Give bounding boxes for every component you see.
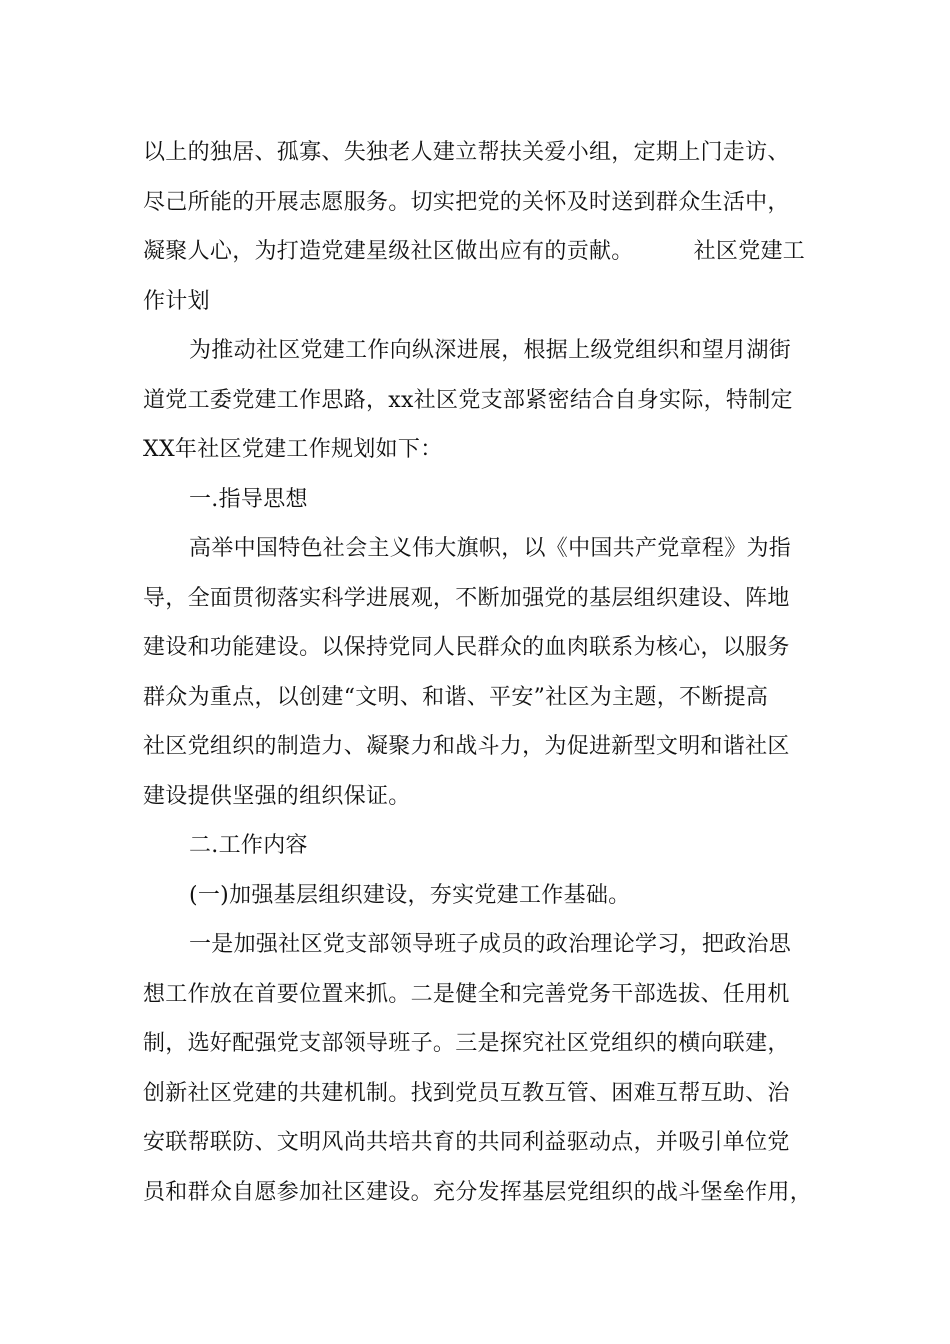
line-text: 员和群众自愿参加社区建设。充分发挥基层党组织的战斗堡垒作用， [143, 1179, 813, 1205]
line-text: 为推动社区党建工作向纵深进展，根据上级党组织和望月湖街 [189, 338, 792, 363]
inline-section-title: 社区党建工 [693, 239, 806, 264]
line-text: 建设提供坚强的组织保证。 [143, 783, 411, 809]
line-text: 一是加强社区党支部领导班子成员的政治理论学习，把政治思 [189, 932, 792, 957]
text-line-14 [143, 772, 823, 822]
line-text: 高举中国特色社会主义伟大旗帜，以《中国共产党章程》为指 [189, 536, 792, 561]
text-line-22 [143, 1168, 823, 1218]
text-line-21 [143, 1118, 823, 1168]
text-line-7 [143, 425, 823, 475]
line-text: 制，选好配强党支部领导班子。三是探究社区党组织的横向联建， [143, 1031, 790, 1056]
text-line-10 [143, 574, 823, 624]
text-line-3 [143, 227, 823, 277]
text-line-4 [143, 277, 823, 327]
line-text: 想工作放在首要位置来抓。二是健全和完善党务干部选拔、任用机 [143, 981, 790, 1007]
subsection-heading-1 [143, 871, 823, 921]
line-text: 安联帮联防、文明风尚共培共育的共同利益驱动点，并吸引单位党 [143, 1130, 790, 1155]
line-text: 导，全面贯彻落实科学进展观，不断加强党的基层组织建设、阵地 [143, 585, 790, 611]
line-text: 建设和功能建设。以保持党同人民群众的血肉联系为核心，以服务 [143, 635, 790, 660]
line-text: 以上的独居、孤寡、失独老人建立帮扶关爱小组，定期上门走访、 [143, 140, 790, 165]
text-line-19 [143, 1019, 823, 1069]
line-text: 道党工委党建工作思路，xx社区党支部紧密结合自身实际，特制定 [143, 387, 793, 413]
text-line-6 [143, 376, 823, 426]
line-text: 二.工作内容 [189, 833, 308, 858]
line-text: 作计划 [143, 288, 210, 314]
text-line-5 [143, 326, 823, 376]
line-text: (一)加强基层组织建设，夯实党建工作基础。 [189, 882, 631, 908]
text-line-11 [143, 623, 823, 673]
document-body [143, 128, 823, 1217]
text-line-12 [143, 673, 823, 723]
text-line-1 [143, 128, 823, 178]
line-text: 凝聚人心，为打造党建星级社区做出应有的贡献。 [143, 239, 634, 264]
line-text: 创新社区党建的共建机制。找到党员互教互管、困难互帮互助、治 [143, 1080, 790, 1106]
text-line-18 [143, 970, 823, 1020]
section-heading-1 [143, 475, 823, 525]
text-line-9 [143, 524, 823, 574]
line-text: 一.指导思想 [189, 486, 308, 512]
line-text: 群众为重点，以创建“文明、和谐、平安”社区为主题，不断提高 [143, 684, 769, 710]
line-text: 尽己所能的开展志愿服务。切实把党的关怀及时送到群众生活中， [143, 189, 790, 215]
text-line-17 [143, 920, 823, 970]
text-line-20 [143, 1069, 823, 1119]
line-text: XX年社区党建工作规划如下： [143, 437, 443, 462]
text-line-2 [143, 178, 823, 228]
line-text: 社区党组织的制造力、凝聚力和战斗力，为促进新型文明和谐社区 [143, 734, 790, 759]
section-heading-2 [143, 821, 823, 871]
text-line-13 [143, 722, 823, 772]
